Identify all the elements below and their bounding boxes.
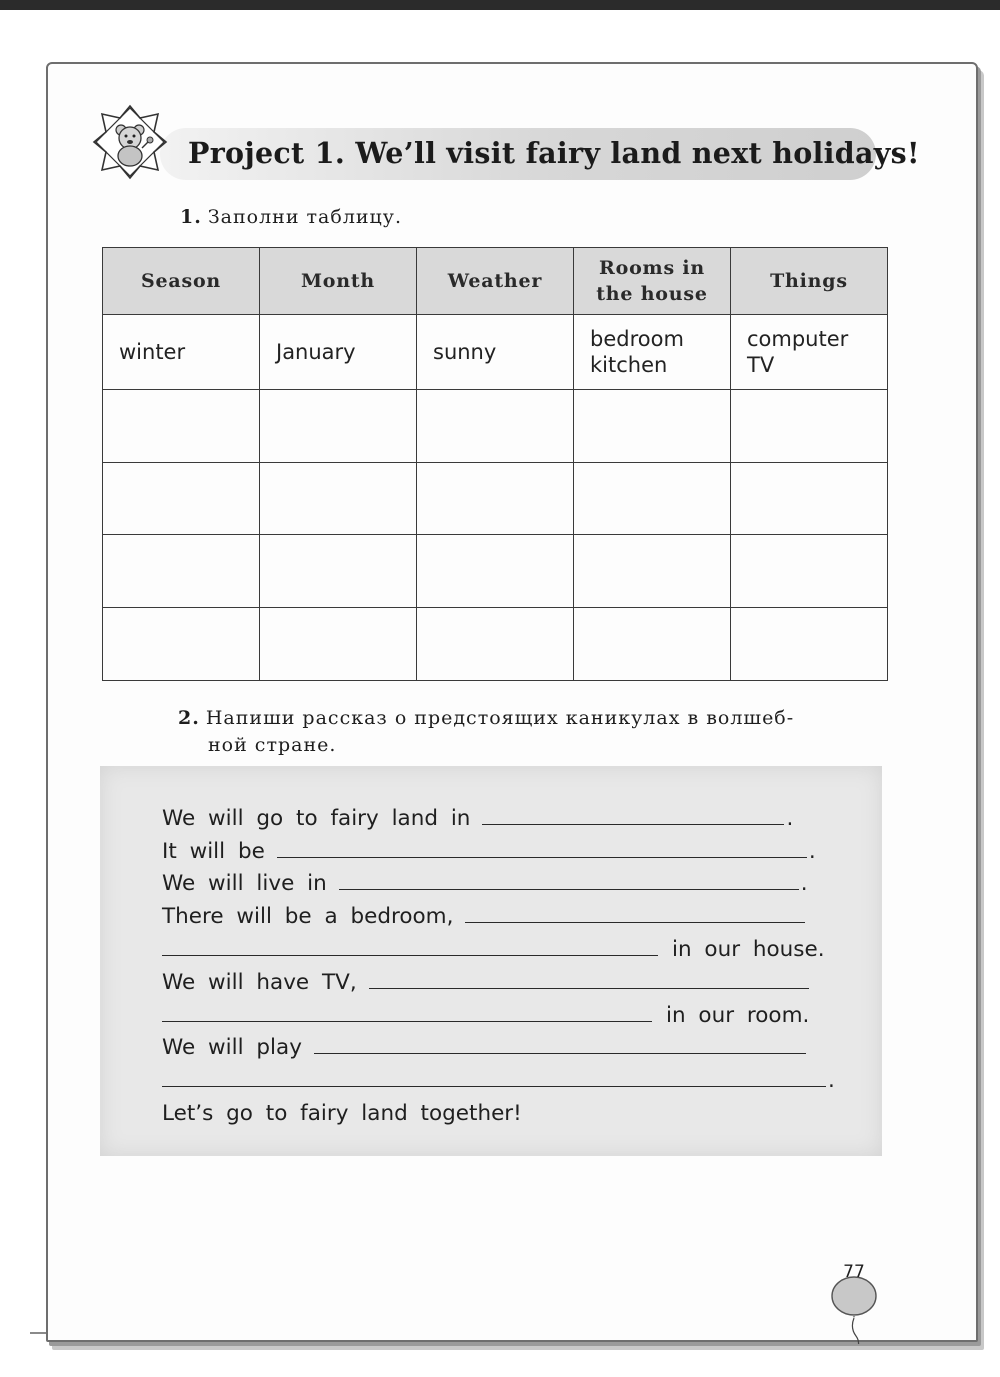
answer-blank[interactable] bbox=[277, 857, 807, 858]
scan-top-strip bbox=[0, 0, 1000, 10]
answer-blank[interactable] bbox=[162, 1021, 652, 1022]
story-line3-text: We will live in bbox=[162, 871, 327, 897]
empty-cell[interactable] bbox=[417, 462, 574, 535]
empty-cell[interactable] bbox=[574, 389, 731, 462]
empty-cell[interactable] bbox=[417, 389, 574, 462]
story-line: . bbox=[162, 1060, 842, 1093]
task2-instruction-line1: Напиши рассказ о предстоящих каникулах в волшеб- bbox=[205, 707, 795, 729]
table-row bbox=[103, 315, 888, 390]
empty-cell[interactable] bbox=[417, 535, 574, 608]
cell-season: winter bbox=[103, 315, 260, 390]
story-line: We will go to fairy land in . bbox=[162, 805, 794, 831]
table-row bbox=[103, 462, 888, 535]
story-line10-text: Let’s go to fairy land together! bbox=[162, 1100, 522, 1126]
table-row bbox=[103, 608, 888, 681]
story-line4-text: There will be a bedroom, bbox=[162, 904, 454, 930]
empty-cell[interactable] bbox=[260, 535, 417, 608]
empty-cell[interactable] bbox=[103, 462, 260, 535]
empty-cell[interactable] bbox=[574, 608, 731, 681]
fill-in-table bbox=[102, 247, 888, 681]
empty-cell[interactable] bbox=[574, 462, 731, 535]
empty-cell[interactable] bbox=[731, 462, 888, 535]
answer-blank[interactable] bbox=[482, 824, 784, 825]
story-line bbox=[162, 896, 842, 929]
empty-cell[interactable] bbox=[731, 535, 888, 608]
story-line bbox=[162, 995, 842, 1028]
empty-cell[interactable] bbox=[574, 535, 731, 608]
answer-blank[interactable] bbox=[465, 922, 805, 923]
story-line8-text: We will play bbox=[162, 1035, 302, 1061]
empty-cell[interactable] bbox=[260, 389, 417, 462]
story-box bbox=[100, 766, 882, 1156]
story-line: It will be . bbox=[162, 838, 816, 864]
task2-number: 2. bbox=[178, 707, 200, 729]
header-month: Month bbox=[260, 248, 417, 315]
cell-things: computer TV bbox=[731, 315, 888, 390]
teddy-bear-icon bbox=[92, 104, 168, 180]
header-things: Things bbox=[731, 248, 888, 315]
task2-label bbox=[178, 705, 888, 759]
cell-rooms: bedroom kitchen bbox=[574, 315, 731, 390]
task1-number: 1. bbox=[180, 206, 202, 228]
task1-label bbox=[180, 204, 402, 231]
answer-blank[interactable] bbox=[369, 988, 809, 989]
story-line6-text: We will have TV, bbox=[162, 969, 357, 995]
story-line bbox=[162, 929, 842, 962]
empty-cell[interactable] bbox=[731, 389, 888, 462]
header-rooms: Rooms in the house bbox=[574, 248, 731, 315]
story-line5-text: in our house. bbox=[672, 936, 825, 962]
story-line: We will live in . bbox=[162, 871, 808, 897]
story-text bbox=[162, 798, 842, 1126]
header-weather: Weather bbox=[417, 248, 574, 315]
answer-blank[interactable] bbox=[314, 1053, 806, 1054]
story-line2-text: It will be bbox=[162, 838, 265, 864]
story-line7-text: in our room. bbox=[666, 1002, 810, 1028]
empty-cell[interactable] bbox=[103, 389, 260, 462]
cell-month: January bbox=[260, 315, 417, 390]
header-season: Season bbox=[103, 248, 260, 315]
page-title: Project 1. We’ll visit fairy land next holidays! bbox=[188, 136, 920, 170]
table-row bbox=[103, 535, 888, 608]
story-line bbox=[162, 962, 842, 995]
answer-blank[interactable] bbox=[162, 955, 658, 956]
empty-cell[interactable] bbox=[731, 608, 888, 681]
cell-weather: sunny bbox=[417, 315, 574, 390]
task2-instruction-line2: ной стране. bbox=[208, 734, 337, 756]
page-number: 77 bbox=[843, 1262, 865, 1282]
task1-instruction: Заполни таблицу. bbox=[207, 206, 402, 228]
answer-blank[interactable] bbox=[339, 889, 799, 890]
empty-cell[interactable] bbox=[417, 608, 574, 681]
empty-cell[interactable] bbox=[103, 535, 260, 608]
story-line bbox=[162, 1028, 842, 1061]
story-line bbox=[162, 1093, 842, 1126]
table-row bbox=[103, 389, 888, 462]
story-line1-text: We will go to fairy land in bbox=[162, 805, 471, 831]
empty-cell[interactable] bbox=[103, 608, 260, 681]
empty-cell[interactable] bbox=[260, 608, 417, 681]
empty-cell[interactable] bbox=[260, 462, 417, 535]
answer-blank[interactable] bbox=[162, 1086, 826, 1087]
